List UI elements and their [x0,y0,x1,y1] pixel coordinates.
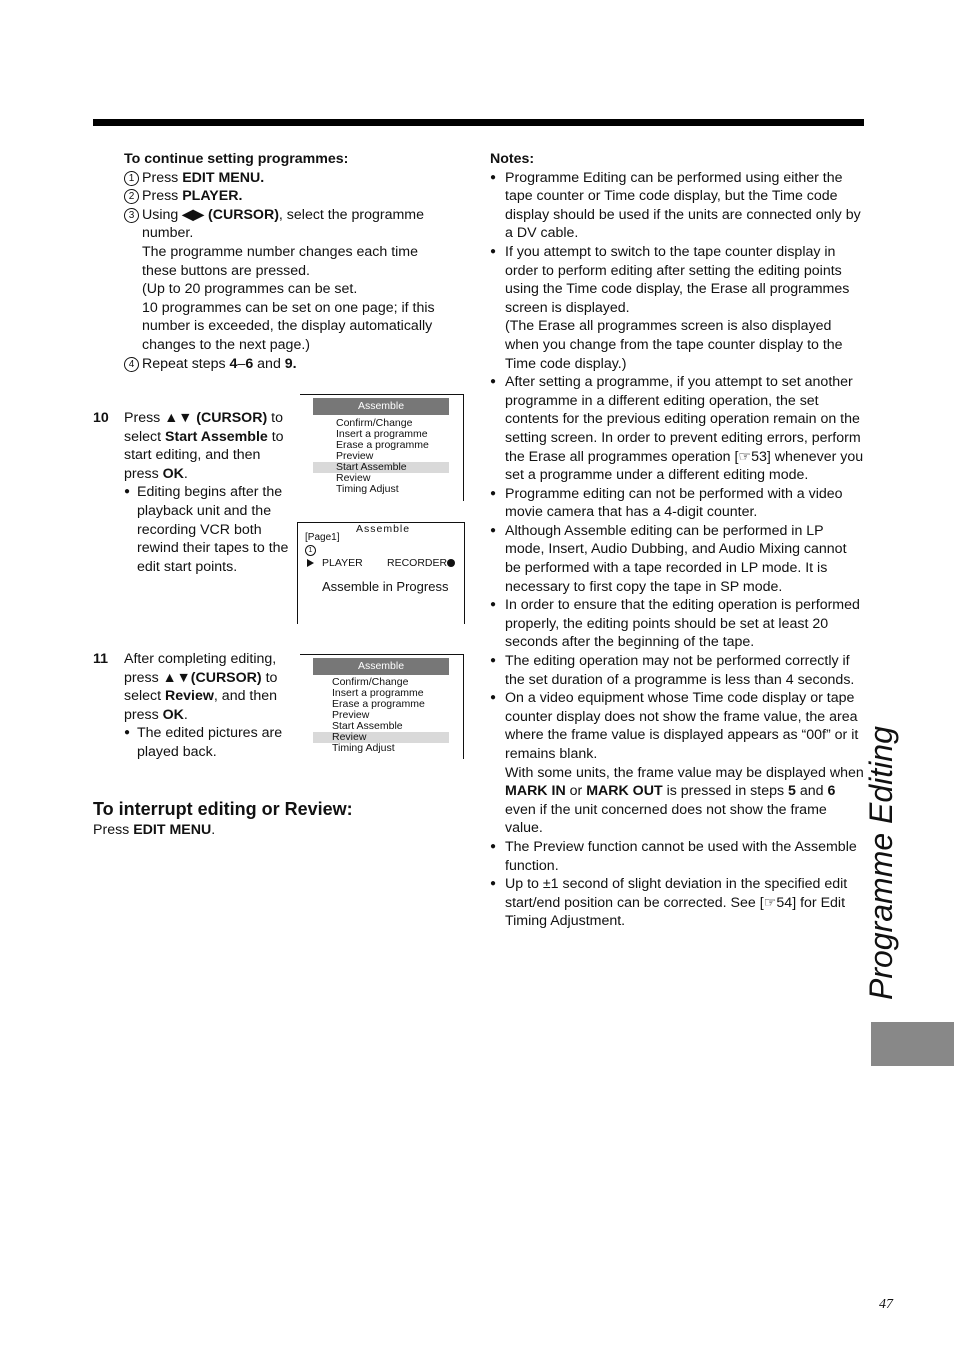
menu-item-selected: Review [313,732,449,743]
continue-step-3-note-1: The programme number changes each time these buttons are pressed. [142,243,419,279]
menu-item: Timing Adjust [332,742,395,754]
progress-status: Assemble in Progress [322,579,449,594]
continue-step-3: 3 Using ◀▶ (CURSOR), select the programme number. [124,206,454,243]
menu-title: Assemble [313,398,449,415]
menu-item: Preview [336,450,374,462]
interrupt-heading: To interrupt editing or Review: [93,799,353,819]
page-reference: ☞54 [763,894,793,911]
continue-step-3-note-3: 10 programmes can be set on one page; if this number is exceeded, the display automatically changes to the next page.) [142,299,435,353]
continue-section [124,150,454,373]
menu-item: Insert a programme [336,428,428,440]
interrupt-text: Press EDIT MENU. [93,822,216,838]
step-text: After completing editing, press ▲▼(CURSOR) to select Review, and then press OK. ● The edited pictures are played back. [124,650,290,762]
note-item: ● If you attempt to switch to the tape counter display in order to perform editing after setting the editing points using the Time code display, the Erase all programmes screen is displayed. [490,243,865,317]
menu-item-selected: Start Assemble [313,462,449,473]
step-bullet: ● The edited pictures are played back. [124,724,290,761]
step-number: 10 [93,410,109,426]
step-number: 11 [93,651,108,667]
record-icon [447,559,455,567]
top-rule [93,119,864,126]
menu-item: Confirm/Change [336,417,413,429]
menu-item: Timing Adjust [336,483,399,495]
note-item-continued: (The Erase all programmes screen is also displayed when you change from the tape counter display to the Time code display.) [505,318,843,372]
note-item: ● On a video equipment whose Time code display or tape counter display does not show the frame value, the area where the frame value is displayed appears as “00f” or it remains blank. [490,689,865,763]
progress-title: Assemble [356,523,411,535]
menu-item: Start Assemble [332,720,403,732]
step-bullet: ● Editing begins after the playback unit and the recording VCR both rewind their tapes to the edit start points. [124,483,290,576]
programme-number: 1 [305,545,316,556]
continue-step-3-note-2: (Up to 20 programmes can be set. [142,281,358,298]
notes-section [490,150,865,931]
continue-step-2: 2 Press PLAYER. [124,187,454,206]
player-label: PLAYER [322,557,363,569]
page-number: 47 [879,1297,893,1312]
menu-item: Preview [332,709,370,721]
menu-item: Insert a programme [332,687,424,699]
note-item: ● Up to ±1 second of slight deviation in the specified edit start/end position can be corrected. See [☞54] for Edit Timing Adjustment. [490,875,865,931]
note-item: ● After setting a programme, if you attempt to set another programme in a different editing operation, the set contents for the previous editing operation remain on the setting screen. In order to prevent editing errors, perform the Erase all programmes operation [☞53] whenever you set a programme under a different editing mode. [490,373,865,485]
step-10 [93,409,293,619]
step-11 [93,650,293,770]
menu-item: Erase a programme [332,698,425,710]
menu-item: Erase a programme [336,439,429,451]
menu-item: Confirm/Change [332,676,409,688]
progress-page: [Page1] [305,532,340,543]
note-item-continued: With some units, the frame value may be displayed when MARK IN or MARK OUT is pressed in steps 5 and 6 even if the unit concerned does not show the frame value. [505,764,864,837]
note-item: ● The editing operation may not be performed correctly if the set duration of a programme is less than 4 seconds. [490,652,865,689]
note-item: ● The Preview function cannot be used with the Assemble function. [490,838,865,875]
menu-title: Assemble [313,658,449,675]
menu-screen-2 [300,654,464,759]
continue-heading: To continue setting programmes: [124,151,349,167]
side-section-title: Programme Editing [863,726,899,1000]
recorder-label: RECORDER [387,557,448,569]
play-icon [307,559,314,567]
step-text: Press ▲▼ (CURSOR) to select Start Assemble to start editing, and then press OK. ● Editing begins after the playback unit and the recording VCR both rewind their tapes to the edit start points. [124,409,290,576]
section-tab [871,1022,954,1066]
note-item: ● Programme Editing can be performed using either the tape counter or Time code display, but the Time code display should be used if the units are connected only by a DV cable. [490,169,865,243]
page-reference: ☞53 [738,448,767,465]
continue-step-1: 1 Press EDIT MENU. [124,169,454,188]
menu-screen-1 [300,394,464,501]
menu-item: Review [336,472,371,484]
continue-step-4: 4 Repeat steps 4–6 and 9. [124,355,454,374]
assemble-progress-screen [297,522,465,624]
note-item: ● In order to ensure that the editing operation is performed properly, the editing points should be set at least 20 seconds after the beginning of the tape. [490,596,865,652]
note-item: ● Although Assemble editing can be performed in LP mode, Insert, Audio Dubbing, and Audio Mixing cannot be performed with a tape recorded in LP mode. It is necessary to first copy the tape in SP mode. [490,522,865,596]
notes-heading: Notes: [490,151,535,167]
note-item: ● Programme editing can not be performed with a video movie camera that has a 4-digit counter. [490,485,865,522]
